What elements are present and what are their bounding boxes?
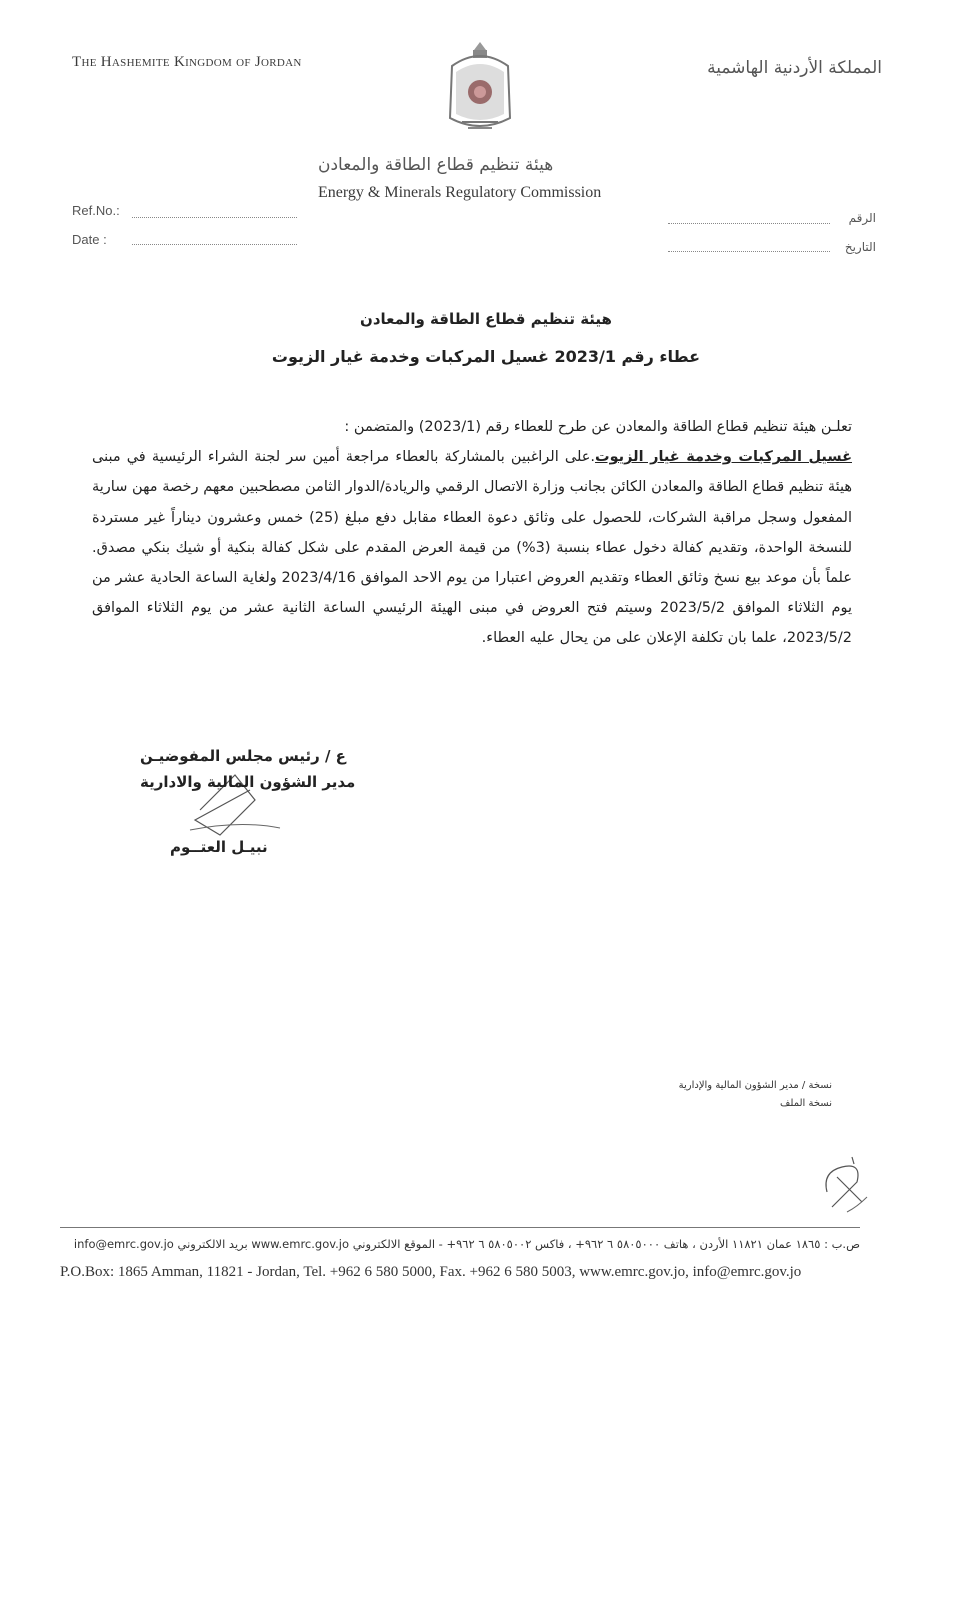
ref-label-en: Ref.No.: — [72, 203, 120, 218]
signatory-title: ع / رئيس مجلس المفوضيـن — [140, 747, 346, 765]
signatory-department: مدير الشؤون المالية والادارية — [140, 773, 356, 791]
announcement-body — [92, 412, 852, 654]
announcement-intro: تعلـن هيئة تنظيم قطاع الطاقة والمعادن عن طرح للعطاء رقم (2023/1) والمتضمن : — [344, 419, 852, 435]
date-label-en: Date : — [72, 232, 107, 247]
tender-subject: غسيل المركبات وخدمة غيار الزيوت — [595, 449, 852, 466]
ref-dotted-line-ar — [668, 222, 830, 224]
kingdom-name-ar: المملكة الأردنية الهاشمية — [707, 58, 882, 78]
jordan-coat-of-arms-icon — [440, 38, 520, 138]
footer-divider — [60, 1227, 860, 1228]
ref-dotted-line — [132, 216, 297, 218]
document-title: هيئة تنظيم قطاع الطاقة والمعادن — [360, 310, 612, 328]
date-label-ar: التاريخ — [844, 240, 876, 254]
initials-icon — [812, 1152, 882, 1232]
date-dotted-line — [132, 243, 297, 245]
kingdom-name-en: The Hashemite Kingdom of Jordan — [72, 54, 302, 70]
announcement-details: .على الراغبين بالمشاركة بالعطاء مراجعة أمين سر لجنة الشراء الرئيسية في مبنى هيئة تنظيم قطاع الطاقة والمعادن الكائن بجانب وزارة الاتصال الرقمي والريادة/الدوار الثامن مصطحبين معهم رخصة مهن سارية المفعول وسجل مراقبة الشركات، للحصول على وثائق دعوة العطاء مقابل دفع مبلغ (25) خمس وعشرون ديناراً غير مستردة للنسخة الواحدة، وتقديم كفالة دخول عطاء بنسبة (3%) من قيمة العرض المقدم على شكل كفالة بنكية أو شيك بنكي مصدق. علماً بأن موعد بيع نسخ وثائق العطاء وتقديم العروض اعتبارا من يوم الاحد الموافق 2023/4/16 ولغاية الساعة الحادية عشر من يوم الثلاثاء الموافق 2023/5/2 وسيتم فتح العروض في مبنى الهيئة الرئيسي الساعة الثانية عشر من يوم الثلاثاء الموافق 2023/5/2، علما بان تكلفة الإعلان على من يحال عليه العطاء. — [92, 449, 852, 647]
tender-title: عطاء رقم 2023/1 غسيل المركبات وخدمة غيار الزيوت — [271, 347, 701, 366]
footer-contact-ar: ص.ب : ١٨٦٥ عمان ١١٨٢١ الأردن ، هاتف ٥٨٠٥٠٠٠ ٦ ٩٦٢+ ، فاكس ٥٨٠٥٠٠٢ ٦ ٩٦٢+ - الموقع الالكتروني www.emrc.gov.jo بريد الالكتروني info@emrc.gov.jo — [73, 1237, 860, 1251]
commission-name-ar: هيئة تنظيم قطاع الطاقة والمعادن — [318, 155, 554, 175]
footer-contact-en: P.O.Box: 1865 Amman, 11821 - Jordan, Tel. +962 6 580 5000, Fax. +962 6 580 5003, www.emrc.gov.jo, info@emrc.gov.jo — [60, 1264, 802, 1280]
copy-to-line: نسخة / مدير الشؤون المالية والإدارية — [678, 1080, 832, 1091]
copy-file-line: نسخة الملف — [780, 1098, 832, 1109]
ref-label-ar: الرقم — [848, 211, 876, 225]
commission-name-en: Energy & Minerals Regulatory Commission — [318, 184, 602, 201]
signatory-name: نبيـل العتــوم — [170, 838, 268, 856]
date-dotted-line-ar — [668, 250, 830, 252]
